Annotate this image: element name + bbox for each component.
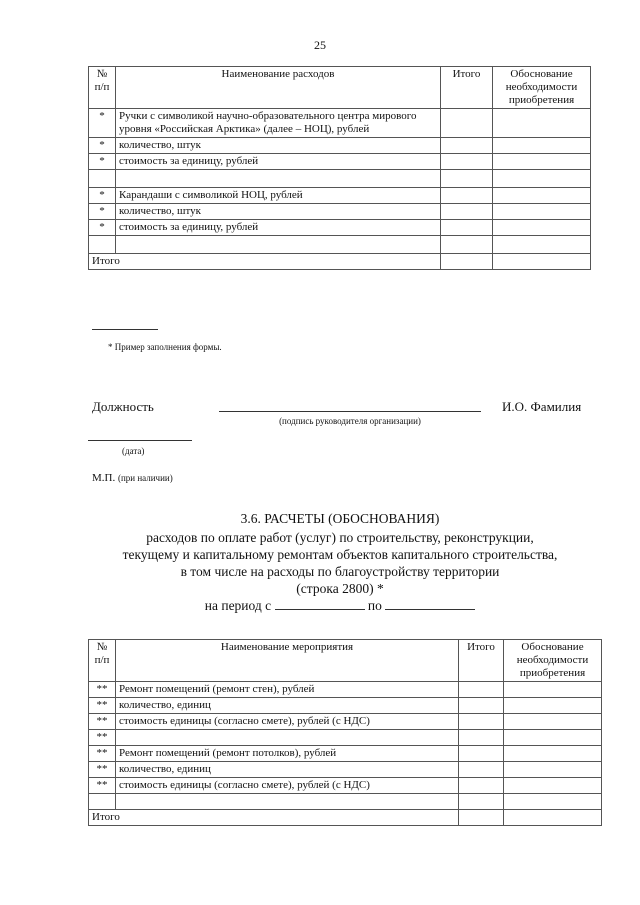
table-row bbox=[89, 109, 591, 138]
stamp-text: М.П. bbox=[92, 472, 116, 484]
row-mark: ** bbox=[89, 778, 116, 794]
signature-caption: (подпись руководителя организации) bbox=[279, 416, 421, 426]
row-reason bbox=[504, 714, 602, 730]
section-subtitle-line: расходов по оплате работ (услуг) по строительству, реконструкции, bbox=[146, 530, 534, 545]
row-total bbox=[441, 109, 493, 138]
row-reason bbox=[504, 746, 602, 762]
total-reason bbox=[493, 254, 591, 270]
table-row bbox=[89, 154, 591, 170]
row-reason bbox=[493, 109, 591, 138]
row-mark: * bbox=[89, 154, 116, 170]
table-total-row bbox=[89, 254, 591, 270]
row-reason bbox=[504, 730, 602, 746]
header-total: Итого bbox=[441, 67, 493, 109]
total-label: Итого bbox=[89, 810, 459, 826]
date-caption: (дата) bbox=[122, 446, 145, 456]
header-reason: Обоснование необходимости приобретения bbox=[493, 67, 591, 109]
stamp-label bbox=[92, 472, 173, 484]
row-total bbox=[459, 746, 504, 762]
row-total bbox=[441, 154, 493, 170]
row-reason bbox=[504, 698, 602, 714]
table-row bbox=[89, 762, 602, 778]
period-line bbox=[0, 598, 640, 615]
table-row bbox=[89, 236, 591, 254]
row-total bbox=[459, 778, 504, 794]
row-total bbox=[441, 170, 493, 188]
table-row bbox=[89, 138, 591, 154]
table-row bbox=[89, 220, 591, 236]
header-total: Итого bbox=[459, 640, 504, 682]
row-name: стоимость за единицу, рублей bbox=[116, 220, 441, 236]
row-total bbox=[459, 714, 504, 730]
row-total bbox=[459, 682, 504, 698]
row-reason bbox=[493, 236, 591, 254]
row-reason bbox=[504, 778, 602, 794]
signature-line bbox=[219, 411, 481, 412]
row-reason bbox=[504, 762, 602, 778]
row-reason bbox=[504, 682, 602, 698]
row-mark: ** bbox=[89, 714, 116, 730]
section-title: 3.6. РАСЧЕТЫ (ОБОСНОВАНИЯ) bbox=[240, 511, 440, 526]
row-name: стоимость за единицу, рублей bbox=[116, 154, 441, 170]
table-row bbox=[89, 778, 602, 794]
table-row bbox=[89, 714, 602, 730]
row-reason bbox=[493, 138, 591, 154]
row-total bbox=[459, 762, 504, 778]
row-total bbox=[459, 794, 504, 810]
period-from-label: на период с bbox=[204, 598, 272, 613]
row-mark bbox=[89, 236, 116, 254]
row-reason bbox=[493, 188, 591, 204]
header-name: Наименование мероприятия bbox=[116, 640, 459, 682]
row-mark: ** bbox=[89, 698, 116, 714]
date-line bbox=[88, 440, 192, 441]
total-label: Итого bbox=[89, 254, 441, 270]
row-reason bbox=[493, 220, 591, 236]
row-name: Ручки с символикой научно-образовательного центра мирового уровня «Российская Арктика» (далее – НОЦ), рублей bbox=[116, 109, 441, 138]
row-mark: * bbox=[89, 204, 116, 220]
period-from-blank bbox=[275, 598, 365, 610]
row-name: Карандаши с символикой НОЦ, рублей bbox=[116, 188, 441, 204]
header-name: Наименование расходов bbox=[116, 67, 441, 109]
row-mark bbox=[89, 794, 116, 810]
total-value bbox=[441, 254, 493, 270]
works-table bbox=[88, 639, 602, 826]
table-header-row bbox=[89, 67, 591, 109]
row-name: количество, единиц bbox=[116, 762, 459, 778]
row-mark: ** bbox=[89, 746, 116, 762]
table-header-row bbox=[89, 640, 602, 682]
page-number: 25 bbox=[314, 38, 326, 52]
period-to-blank bbox=[385, 598, 475, 610]
table-row bbox=[89, 746, 602, 762]
row-mark: ** bbox=[89, 682, 116, 698]
section-subtitle-line: в том числе на расходы по благоустройству территории bbox=[180, 564, 500, 579]
table-row bbox=[89, 730, 602, 746]
header-reason: Обоснование необходимости приобретения bbox=[504, 640, 602, 682]
row-name: количество, штук bbox=[116, 204, 441, 220]
row-name bbox=[116, 730, 459, 746]
row-total bbox=[441, 220, 493, 236]
row-name bbox=[116, 794, 459, 810]
stamp-note: (при наличии) bbox=[117, 473, 173, 483]
row-total bbox=[441, 204, 493, 220]
section-subtitle-line: текущему и капитальному ремонтам объектов капитального строительства, bbox=[122, 547, 558, 562]
row-reason bbox=[493, 170, 591, 188]
row-name: стоимость единицы (согласно смете), рублей (с НДС) bbox=[116, 714, 459, 730]
header-num: № п/п bbox=[89, 640, 116, 682]
row-mark: * bbox=[89, 220, 116, 236]
row-total bbox=[459, 698, 504, 714]
section-row-reference: (строка 2800) * bbox=[296, 581, 384, 596]
footnote-separator bbox=[92, 329, 158, 330]
row-name: количество, единиц bbox=[116, 698, 459, 714]
row-mark bbox=[89, 170, 116, 188]
table-row bbox=[89, 682, 602, 698]
row-total bbox=[441, 236, 493, 254]
period-to-label: по bbox=[367, 598, 382, 613]
table-row bbox=[89, 204, 591, 220]
total-value bbox=[459, 810, 504, 826]
table-row bbox=[89, 698, 602, 714]
table-row bbox=[89, 794, 602, 810]
row-total bbox=[459, 730, 504, 746]
row-reason bbox=[493, 154, 591, 170]
signer-name: И.О. Фамилия bbox=[502, 399, 582, 414]
row-mark: ** bbox=[89, 762, 116, 778]
row-mark: * bbox=[89, 138, 116, 154]
total-reason bbox=[504, 810, 602, 826]
row-name bbox=[116, 236, 441, 254]
header-num: № п/п bbox=[89, 67, 116, 109]
table-row bbox=[89, 188, 591, 204]
row-name: количество, штук bbox=[116, 138, 441, 154]
row-name: Ремонт помещений (ремонт стен), рублей bbox=[116, 682, 459, 698]
row-mark: ** bbox=[89, 730, 116, 746]
row-mark: * bbox=[89, 109, 116, 138]
row-name bbox=[116, 170, 441, 188]
row-name: Ремонт помещений (ремонт потолков), рублей bbox=[116, 746, 459, 762]
row-mark: * bbox=[89, 188, 116, 204]
row-total bbox=[441, 138, 493, 154]
expenses-table bbox=[88, 66, 591, 270]
row-reason bbox=[504, 794, 602, 810]
footnote: * Пример заполнения формы. bbox=[108, 342, 222, 352]
position-label: Должность bbox=[92, 399, 154, 414]
row-reason bbox=[493, 204, 591, 220]
table-row bbox=[89, 170, 591, 188]
table-total-row bbox=[89, 810, 602, 826]
row-total bbox=[441, 188, 493, 204]
row-name: стоимость единицы (согласно смете), рублей (с НДС) bbox=[116, 778, 459, 794]
